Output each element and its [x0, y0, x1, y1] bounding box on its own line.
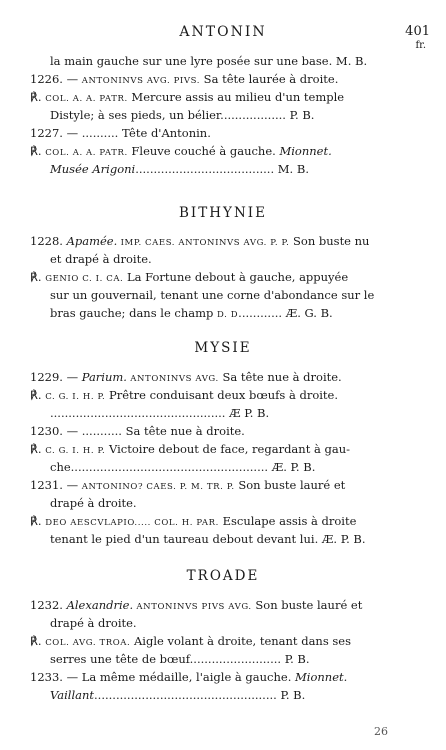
page-sub-mark: fr.	[415, 40, 426, 51]
entry-block-troade	[30, 596, 422, 704]
reverse-line: ℟. COL. A. A. PATR. Mercure assis au milieu d'un temple	[30, 90, 345, 104]
text-line: Musée Arigoni...................................... M. B.	[50, 162, 309, 176]
section-heading-mysie: MYSIE	[194, 340, 252, 356]
reverse-line: ℟. C. G. I. H. P. Victoire debout de face, regardant à gau-	[30, 442, 350, 456]
text-line: ................................................ Æ P. B.	[50, 406, 270, 420]
entry-block-mysie	[30, 368, 422, 548]
text-line: bras gauche; dans le champ D. D............ Æ. G. B.	[50, 306, 333, 320]
text-line: tenant le pied d'un taureau debout devant lui. Æ. P. B.	[50, 532, 366, 546]
signature-mark: 26	[374, 725, 388, 738]
entry-1232: 1232. Alexandrie. ANTONINVS PIVS AVG. Son buste lauré et	[30, 598, 363, 612]
text-line: serres une tête de bœuf......................... P. B.	[50, 652, 310, 666]
entry-block-antonin	[30, 52, 422, 178]
entry-1228: 1228. Apamée. IMP. CAES. ANTONINVS AVG. P. P. Son buste nu	[30, 234, 370, 248]
reverse-line: ℟. GENIO C. I. CA. La Fortune debout à gauche, appuyée	[30, 270, 349, 284]
text-line: Distyle; à ses pieds, un bélier.................. P. B.	[50, 108, 315, 122]
entry-1229: 1229. — Parium. ANTONINVS AVG. Sa tête nue à droite.	[30, 370, 342, 384]
entry-1230: 1230. — ........... Sa tête nue à droite.	[30, 424, 245, 438]
text-line: et drapé à droite.	[50, 252, 152, 266]
text-line: drapé à droite.	[50, 616, 137, 630]
entry-1227: 1227. — .......... Tête d'Antonin.	[30, 126, 211, 140]
entry-block-bithynie	[30, 232, 422, 322]
text-line: la main gauche sur une lyre posée sur une base. M. B.	[50, 54, 368, 68]
text-line: Vaillant.................................................. P. B.	[50, 688, 306, 702]
reverse-line: ℟. C. G. I. H. P. Prêtre conduisant deux bœufs à droite.	[30, 388, 339, 402]
reverse-line: ℟. COL. A. A. PATR. Fleuve couché à gauche. Mionnet.	[30, 144, 332, 158]
section-heading-troade: TROADE	[186, 568, 260, 584]
section-heading-bithynie: BITHYNIE	[179, 205, 267, 221]
text-line: sur un gouvernail, tenant une corne d'abondance sur le	[50, 288, 375, 302]
reverse-line: ℟. COL. AVG. TROA. Aigle volant à droite, tenant dans ses	[30, 634, 351, 648]
entry-1226: 1226. — ANTONINVS AVG. PIVS. Sa tête laurée à droite.	[30, 72, 339, 86]
entry-1233: 1233. — La même médaille, l'aigle à gauche. Mionnet.	[30, 670, 348, 684]
text-line: drapé à droite.	[50, 496, 137, 510]
text-line: che...................................................... Æ. P. B.	[50, 460, 316, 474]
running-title: ANTONIN	[179, 24, 267, 40]
page-number: 401	[405, 24, 430, 39]
reverse-line: ℟. DEO AESCVLAPIO..... COL. H. PAR. Esculape assis à droite	[30, 514, 357, 528]
entry-1231: 1231. — ANTONINO? CAES. P. M. TR. P. Son buste lauré et	[30, 478, 346, 492]
